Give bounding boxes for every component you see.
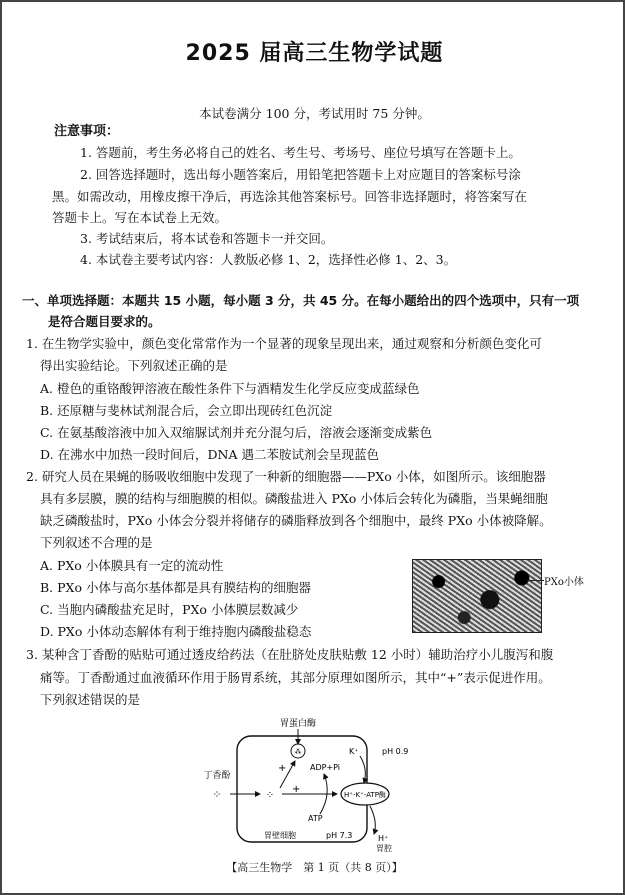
q2-option-a: A. PXo 小体膜具有一定的流动性: [40, 558, 224, 573]
q1-option-a: A. 橙色的重铬酸钾溶液在酸性条件下与酒精发生化学反应变成蓝绿色: [40, 381, 420, 396]
q1-stem: 得出实验结论。下列叙述正确的是: [40, 358, 228, 373]
cell-label: 胃壁细胞: [264, 831, 296, 840]
lumen-label: 胃腔: [376, 844, 392, 853]
note-line: 4. 本试卷主要考试内容：人教版必修 1、2，选择性必修 1、2、3。: [80, 252, 457, 267]
note-line: 2. 回答选择题时，选出每小题答案后，用铅笔把答题卡上对应题目的答案标号涂: [80, 167, 521, 182]
eugenol-molecules-inside: ⁘: [265, 790, 275, 801]
plus-sign: +: [292, 784, 301, 795]
atp-label: ATP: [308, 814, 323, 823]
note-line: 答题卡上。写在本试卷上无效。: [52, 210, 228, 225]
exam-subtitle: 本试卷满分 100 分，考试用时 75 分钟。: [199, 106, 430, 121]
eugenol-label: 丁香酚: [203, 771, 231, 781]
q2-stem: 2. 研究人员在果蝇的肠吸收细胞中发现了一种新的细胞器——PXo 小体，如图所示。该细胞器: [26, 469, 546, 484]
page-footer: 【高三生物学 第 1 页（共 8 页）】: [226, 861, 403, 874]
q2-stem: 下列叙述不合理的是: [40, 535, 153, 550]
note-line: 1. 答题前，考生务必将自己的姓名、考生号、考场号、座位号填写在答题卡上。: [80, 145, 521, 160]
q3-stem: 3. 某种含丁香酚的贴贴可通过透皮给药法（在肚脐处皮肤贴敷 12 小时）辅助治疗小儿腹泻和腹: [26, 647, 554, 662]
exam-title: 2025 届高三生物学试题: [185, 41, 444, 66]
note-line: 黑。如需改动，用橡皮擦干净后，再选涂其他答案标号。回答非选择题时，将答案写在: [52, 189, 528, 204]
section-heading-cont: 是符合题目要求的。: [48, 314, 161, 329]
k-ion-label: K⁺: [349, 747, 359, 756]
notes-heading: 注意事项：: [54, 124, 120, 139]
q1-option-d: D. 在沸水中加热一段时间后，DNA 遇二苯胺试剂会呈现蓝色: [40, 447, 379, 462]
pxo-figure-label: PXo小体: [544, 577, 584, 588]
q1-stem: 1. 在生物学实验中，颜色变化常常作为一个显著的现象呈现出来，通过观察和分析颜色变化可: [26, 336, 542, 351]
q3-stem: 下列叙述错误的是: [40, 692, 141, 707]
q2-option-c: C. 当胞内磷酸盐充足时，PXo 小体膜层数减少: [40, 602, 299, 617]
section-heading: 一、单项选择题：本题共 15 小题，每小题 3 分，共 45 分。在每小题给出的四个选项中，只有一项: [22, 293, 580, 308]
q2-option-d: D. PXo 小体动态解体有利于维持胞内磷酸盐稳态: [40, 624, 312, 639]
pxo-micrograph: [412, 559, 542, 633]
adp-label: ADP+Pi: [310, 763, 341, 772]
pepsin-label: 胃蛋白酶: [279, 719, 317, 729]
svg-text:⁂: ⁂: [294, 748, 302, 756]
h-ion-label: H⁺: [378, 834, 389, 843]
eugenol-molecules: ⁘: [212, 788, 222, 801]
ph-top-label: pH 0.9: [382, 747, 409, 756]
pxo-pointer-line: [527, 580, 544, 581]
q2-option-b: B. PXo 小体与高尔基体都是具有膜结构的细胞器: [40, 580, 311, 595]
q1-option-b: B. 还原糖与斐林试剂混合后，会立即出现砖红色沉淀: [40, 403, 333, 418]
q3-diagram: [192, 714, 442, 854]
q1-option-c: C. 在氨基酸溶液中加入双缩脲试剂并充分混匀后，溶液会逐渐变成紫色: [40, 425, 433, 440]
pump-label: H⁺-K⁺-ATP酶: [344, 791, 386, 799]
note-line: 3. 考试结束后，将本试卷和答题卡一并交回。: [80, 231, 334, 246]
q2-stem: 具有多层膜，膜的结构与细胞膜的相似。磷酸盐进入 PXo 小体后会转化为磷脂，当果蝇细胞: [40, 491, 548, 506]
q2-stem: 缺乏磷酸盐时，PXo 小体会分裂并将储存的磷脂释放到各个细胞中，最终 PXo 小体被降解。: [40, 513, 552, 528]
q3-stem: 痛等。丁香酚通过血液循环作用于肠胃系统，其部分原理如图所示，其中“+”表示促进作用。: [40, 670, 551, 685]
plus-sign: +: [278, 763, 287, 774]
ph-bottom-label: pH 7.3: [326, 831, 353, 840]
